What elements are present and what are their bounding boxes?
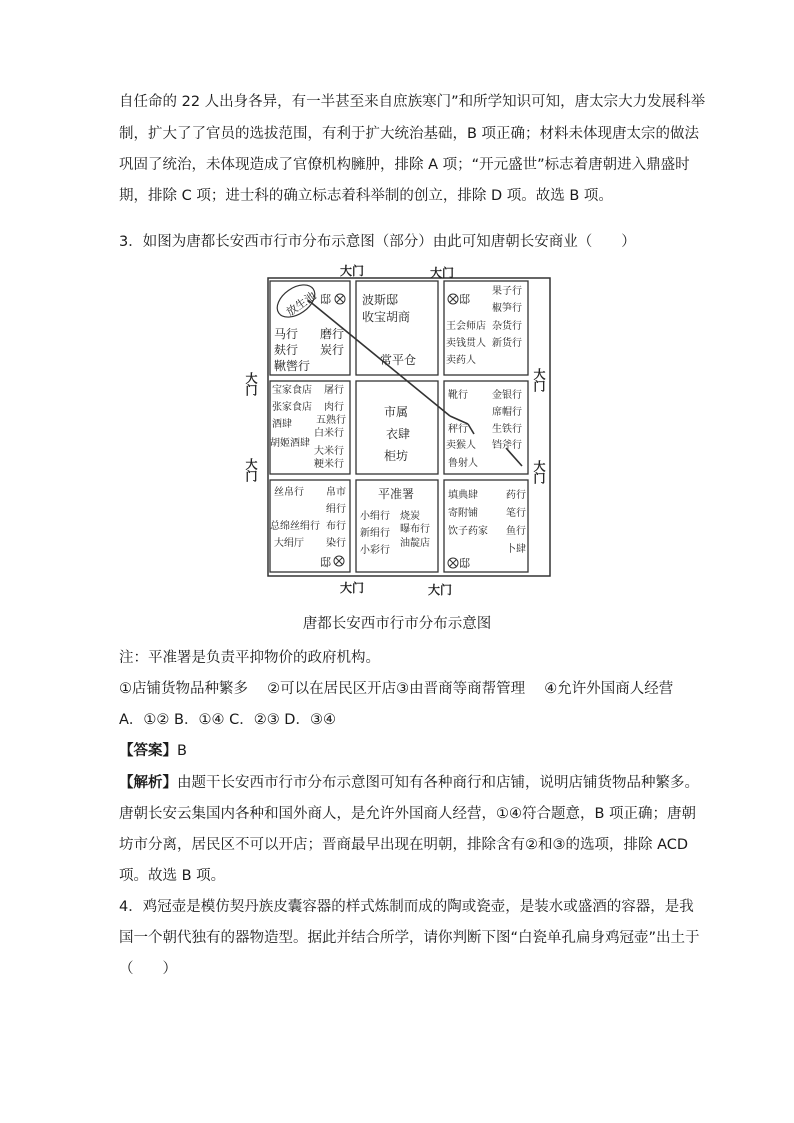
pool-label: 放生池 (283, 289, 319, 319)
gate-top-right: 大门 (430, 266, 455, 280)
shop-label: 小绢行 (360, 511, 390, 522)
shop-label: 卖猴人 (446, 440, 476, 451)
canal-line (468, 424, 474, 434)
gate-right-upper: 大门 (532, 368, 546, 392)
shop-label: 小彩行 (360, 545, 390, 556)
figure-caption: 唐都长安西市行市分布示意图 (302, 616, 492, 632)
analysis-row (119, 771, 699, 792)
analysis-label: 【解析】 (119, 775, 177, 791)
shop-label: 磨行 (320, 327, 345, 341)
shop-label: 炭行 (320, 343, 345, 357)
shop-label: 王会师店 (446, 321, 486, 332)
gate-top-left: 大门 (340, 264, 365, 278)
shop-label: 新绢行 (360, 528, 390, 539)
shop-label: 铛斧行 (492, 440, 522, 451)
analysis-line: 唐朝长安云集国内各种和国外商人，是允许外国商人经营，①④符合题意，B 项正确；唐朝 (119, 806, 697, 822)
shop-label: 大米行 (314, 446, 344, 457)
shop-label: 酒肆 (272, 419, 292, 430)
shop-label: 药行 (506, 490, 526, 501)
shop-label: 市属 (384, 405, 409, 419)
gate-right-lower: 大门 (532, 460, 546, 484)
shop-label: 屠行 (324, 385, 344, 396)
shop-label: 秤行 (448, 424, 468, 435)
shop-label: 常平仓 (380, 353, 417, 367)
shop-label: 染行 (326, 538, 346, 549)
shop-label: 饮子药家 (448, 526, 488, 537)
shop-label: 平准署 (378, 487, 415, 501)
residence-label: 邸 (459, 293, 470, 306)
shop-label: 绢行 (326, 504, 346, 515)
residence-label: 邸 (320, 556, 331, 569)
shop-label: 肉行 (324, 402, 344, 413)
analysis-line: 制，扩大了了官员的选拔范围，有利于扩大统治基础，B 项正确；材料未体现唐太宗的做法 (119, 126, 700, 142)
shop-label: 果子行 (492, 286, 522, 297)
shop-label: 布行 (326, 521, 346, 532)
shop-label: 卖药人 (446, 355, 476, 366)
shop-label: 卖钱贯人 (446, 338, 486, 349)
residence-icon (448, 294, 458, 304)
shop-label: 宝家食店 (272, 385, 312, 396)
question-4-line: 4．鸡冠壶是模仿契丹族皮囊容器的样式炼制而成的陶或瓷壶，是装水或盛酒的容器，是我 (119, 899, 694, 915)
question-3: 3．如图为唐都长安西市行市分布示意图（部分）由此可知唐朝长安商业（ ） (119, 234, 636, 250)
shop-label: 大绢厅 (274, 538, 304, 549)
shop-label: 杂货行 (492, 321, 522, 332)
shop-label: 波斯邸 (362, 293, 399, 307)
question-4-line: 国一个朝代独有的器物造型。据此并结合所学，请你判断下图“白瓷单孔扁身鸡冠壶”出土于 (119, 930, 700, 946)
analysis-line: 期，排除 C 项；进士科的确立标志着科举制的创立，排除 D 项。故选 B 项。 (119, 188, 613, 204)
shop-label: 曝布行 (400, 524, 430, 535)
shop-label: 生铁行 (492, 424, 522, 435)
shop-label: 卜肆 (506, 544, 526, 555)
analysis-line: 自任命的 22 人出身各异，有一半甚至来自庶族寒门”和所学知识可知，唐太宗大力发展科举 (119, 94, 706, 110)
shop-label: 新货行 (492, 338, 522, 349)
shop-label: 填典肆 (448, 490, 478, 501)
shop-label: 胡姬酒肆 (270, 438, 310, 449)
shop-label: 粳米行 (314, 459, 344, 470)
residence-icon (334, 556, 344, 566)
residence-icon (448, 558, 458, 568)
canal-line (450, 416, 468, 424)
shop-label: 收宝胡商 (362, 310, 411, 324)
shop-label: 烧炭 (400, 511, 420, 522)
shop-label: 鞦辔行 (274, 359, 311, 373)
residence-icon (335, 294, 345, 304)
analysis-line: 项。故选 B 项。 (119, 868, 226, 884)
shop-label: 麸行 (274, 343, 299, 357)
answer-value: B (177, 743, 187, 759)
shop-label: 席帽行 (492, 407, 522, 418)
shop-label: 马行 (274, 327, 299, 341)
west-market-map (240, 258, 560, 598)
shop-label: 油靛店 (400, 538, 430, 549)
gate-left-upper: 大门 (244, 372, 258, 396)
answer-row (119, 739, 187, 760)
shop-label: 寄附铺 (448, 508, 478, 519)
shop-label: 鲁射人 (448, 458, 478, 469)
shop-label: 五熟行 (316, 415, 346, 426)
shop-label: 柜坊 (384, 449, 409, 463)
shop-label: 衣肆 (386, 427, 411, 441)
residence-label: 邸 (459, 557, 470, 570)
question-4-line: （ ） (119, 961, 177, 977)
shop-label: 白米行 (314, 428, 344, 439)
shop-label: 椒笋行 (492, 303, 522, 314)
shop-label: 金银行 (492, 390, 522, 401)
gate-left-lower: 大门 (244, 458, 258, 482)
options-list: ①店铺货物品种繁多 ②可以在居民区开店③由晋商等商帮管理 ④允许外国商人经营 (119, 681, 674, 697)
figure-note: 注：平准署是负责平抑物价的政府机构。 (119, 650, 380, 666)
answer-label: 【答案】 (119, 743, 177, 759)
shop-label: 丝帛行 (274, 487, 304, 498)
gate-bottom-right: 大门 (428, 583, 453, 597)
shop-label: 帛市 (326, 487, 346, 498)
residence-label: 邸 (320, 293, 331, 306)
analysis-line: 巩固了统治，未体现造成了官僚机构臃肿，排除 A 项；“开元盛世”标志着唐朝进入鼎盛时 (119, 157, 690, 173)
analysis-line: 坊市分离，居民区不可以开店；晋商最早出现在明朝，排除含有②和③的选项，排除 ACD (119, 837, 689, 853)
answer-choices: A．①② B．①④ C．②③ D．③④ (119, 712, 336, 728)
shop-label: 总绵丝绢行 (270, 521, 320, 532)
shop-label: 笔行 (506, 508, 526, 519)
shop-label: 鱼行 (506, 526, 526, 537)
gate-bottom-left: 大门 (340, 581, 365, 595)
shop-label: 张家食店 (272, 402, 312, 413)
analysis-line: 由题干长安西市行市分布示意图可知有各种商行和店铺，说明店铺货物品种繁多。 (177, 775, 699, 791)
shop-label: 靴行 (448, 390, 468, 401)
